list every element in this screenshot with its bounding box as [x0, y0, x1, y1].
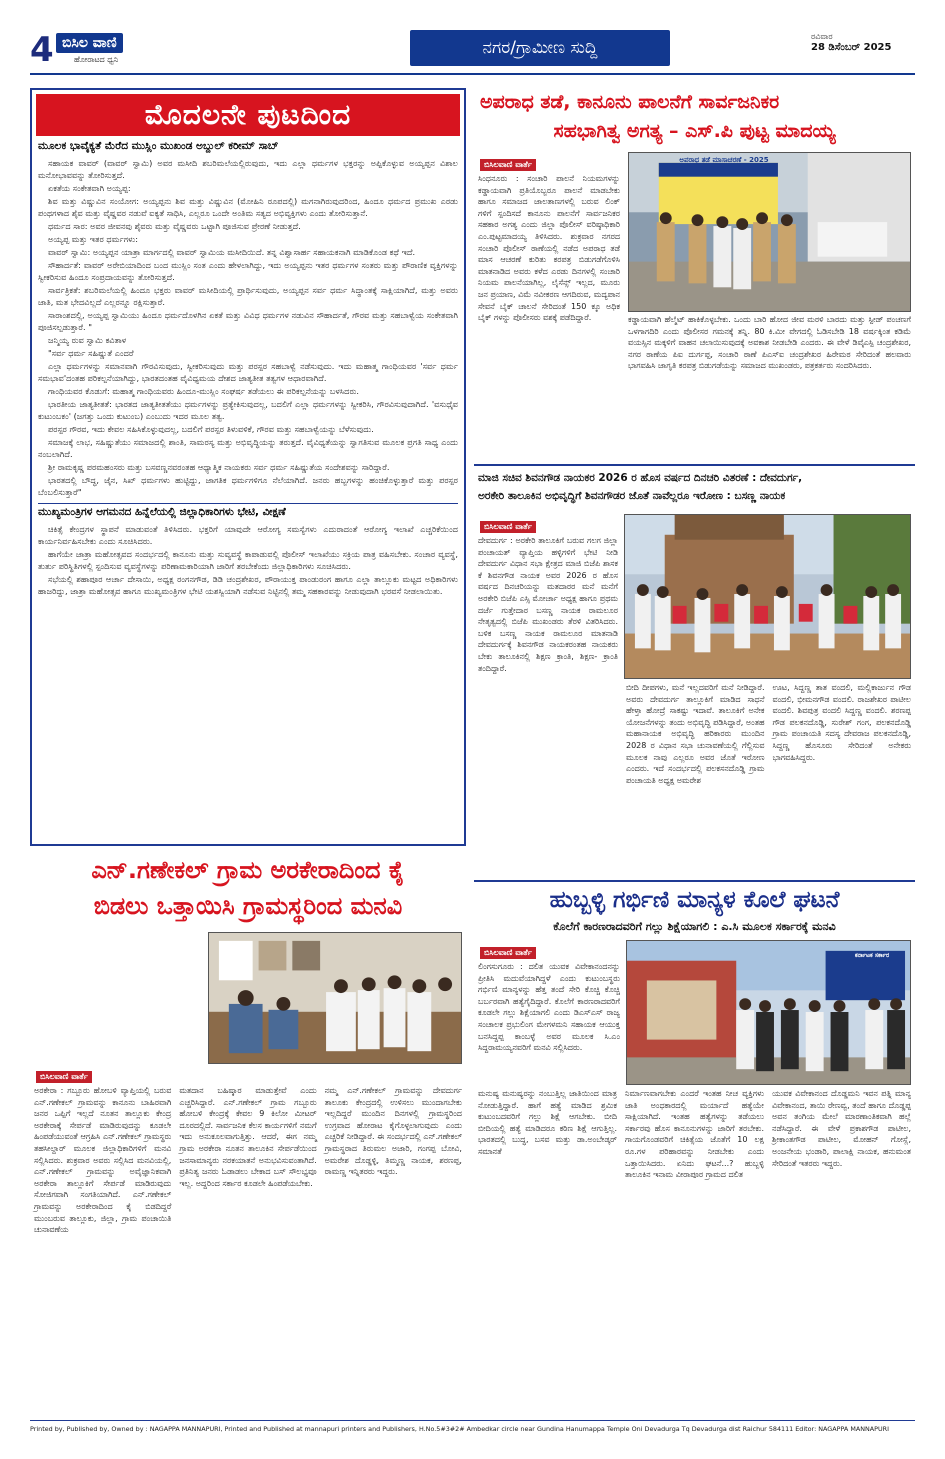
story-c-headline-1: ಎನ್.ಗಣೇಕಲ್ ಗ್ರಾಮ ಅರಕೇರಾದಿಂದ ಕೈ — [91, 856, 405, 884]
masthead-rule — [30, 73, 915, 75]
story-a-byline: ಬಿಸಿಲವಾಣಿ ವಾರ್ತೆ — [480, 159, 536, 171]
story1-body — [32, 155, 464, 501]
story-d-col-2: ನಿರ್ಮಾಣವಾಗಬೇಕು ಎಂದರೆ ಇಂತಹ ನೀಚ ವ್ಯಕ್ತಿಗಳು ಜಾತಿ ಅಂಧಕಾರದಲ್ಲಿ ಮರ್ಯಾದೆ ಹತ್ಯೆಯೇ ಸಾಕ್ಷಿಯಾಗಿದೆ. ಇಂತಹ ಹತ್ಯೆಗಳನ್ನು ತಡೆಯಲು ಸರ್ಕಾರವು ಹೊಸ ಕಾನೂನುಗಳನ್ನು ಜಾರಿಗೆ ತರಬೇಕು. ಗಾಯಗೊಂಡವರಿಗೆ ಚಿಕಿತ್ಸೆಯ ಜೊತೆಗೆ 10 ಲಕ್ಷ ರೂ.ಗಳ ಪರಿಹಾರವನ್ನು ನೀಡಬೇಕು ಎಂದು ಒತ್ತಾಯಿಸಿದರು. ಏನಿದು ಘಟನೆ...? ಹುಬ್ಬಳ್ಳಿ ತಾಲೂಕಿನ ಇನಾಮ ವೀರಾಪೂರ ಗ್ರಾಮದ ದಲಿತ — [625, 1089, 764, 1180]
story-d-col-1: ಮನುಷ್ಯ ಮನುಷ್ಯರನ್ನು ನಂಬುತ್ತಿಲ್ಲ ಜಾತಿಯಿಂದ ಮಾತ್ರ ನೋಡುತ್ತಿದ್ದಾರೆ. ಹಾಗೆ ಹತ್ಯೆ ಮಾಡಿದ ಶ್ರಮಿಕ ಕುಟುಂಬದವರಿಗೆ ಗಲ್ಲು ಶಿಕ್ಷೆ ಆಗಬೇಕು. ಬೀದಿ ಬೀದಿಯಲ್ಲಿ ಹತ್ಯೆ ಮಾಡಿದರೂ ಕಠಿಣ ಶಿಕ್ಷೆ ಆಗುತ್ತಿಲ್ಲ. ಭಾರತದಲ್ಲಿ ಬುದ್ಧ, ಬಸವ ಮತ್ತು ಡಾ.ಅಂಬೇಡ್ಕರ್ ಸಮಾನತೆ — [478, 1089, 617, 1156]
story-c-box — [30, 852, 466, 1416]
story1-paragraph: ಗಾಂಧಿಯವರ ಕೊಡುಗೆ: ಮಹಾತ್ಮ ಗಾಂಧಿಯವರು ಹಿಂದೂ-ಮುಸ್ಲಿಂ ಸಂಘರ್ಷ ತಡೆಯಲು ಈ ಪರಿಕಲ್ಪನೆಯನ್ನು ಬಳಸಿದರು. — [48, 386, 359, 396]
story-a-col-1: ಸಿಂಧನೂರು : ಸಂಚಾರಿ ಪಾಲನೆ ನಿಯಮಗಳನ್ನು ಕಡ್ಡಾಯವಾಗಿ ಪ್ರತಿಯೊಬ್ಬರೂ ಪಾಲನೆ ಮಾಡಬೇಕು ಹಾಗೂ ಸಮಾಜದ ಜಾಲತಾಣಗಳಲ್ಲಿ ಬರುವ ಲಿಂಕ್ ಗಳಿಗೆ ಸ್ಪಂದಿಸದೆ ಕಾನೂನು ಪಾಲನೆಗೆ ಸಾರ್ವಜನಿಕರ ಸಹಕಾರ ಅಗತ್ಯ ಎಂದು ಜಿಲ್ಲಾ ಪೊಲೀಸ್ ವರಿಷ್ಠಾಧಿಕಾರಿ ಎಂ.ಪುಟ್ಟಮಾದಯ್ಯ ತಿಳಿಸಿದರು. ಶುಕ್ರವಾರ ನಗರದ ಸಂಚಾರಿ ಪೊಲೀಸ್ ಠಾಣೆಯಲ್ಲಿ ನಡೆದ ಅಪರಾಧ ತಡೆ ಮಾಸ ಆಚರಣೆ ಕುರಿತು ಕರಪತ್ರ ಬಿಡುಗಡೆಗೊಳಿಸಿ ಮಾತನಾಡಿದ ಅವರು ಕಳೆದ ಎರಡು ದಿನಗಳಲ್ಲಿ ಸಂಚಾರಿ ನಿಯಮ ಪಾಲನೆಯಾಗಿಲ್ಲ, ಲೈಸೆನ್ಸ್ ಇಲ್ಲದ, ಮೂರು ಜನ ಪ್ರಯಾಣ, ವಿಮೆ ನವೀಕರಣ ಆಗದಿರುವ, ಮದ್ಯಪಾನ ಸೇವನೆ ಬೈಕ್ ಚಾಲನೆ ಸೇರಿದಂತೆ 150 ಕ್ಕೂ ಅಧಿಕ ಬೈಕ್ ಗಳನ್ನು ಪೊಲೀಸರು ವಶಕ್ಕೆ ಪಡೆದಿದ್ದಾರೆ. — [478, 174, 620, 323]
story-c-byline: ಬಿಸಿಲವಾಣಿ ವಾರ್ತೆ — [36, 1071, 92, 1083]
featured-box — [30, 88, 466, 846]
story1-paragraph: ಭಾರತೀಯ ಜಾತ್ಯತೀತತೆ: ಭಾರತದ ಜಾತ್ಯತೀತತೆಯು ಧರ್ಮಗಳನ್ನು ಪ್ರತ್ಯೇಕಿಸುವುದಲ್ಲ, ಬದಲಿಗೆ ಎಲ್ಲಾ ಧರ್ಮಗಳನ್ನು ಸ್ವೀಕರಿಸಿ, ಗೌರವಿಸುವುದಾಗಿದೆ. 'ವಸುಧೈವ ಕುಟುಂಬಕಂ' (ಜಗತ್ತು ಒಂದು ಕುಟುಂಬ) ಎಂಬುದು ಇದರ ಮೂಲ ತತ್ವ. — [38, 399, 458, 421]
issue-date — [811, 32, 911, 53]
story-c-col-2: ಮತದಾನ ಬಹಿಷ್ಕಾರ ಮಾಡುತ್ತೇವೆ ಎಂದು ಎಚ್ಚರಿಸಿದ್ದಾರೆ. ಎನ್.ಗಣೇಕಲ್ ಗ್ರಾಮ ಗಬ್ಬೂರು ಹೋಬಳಿ ಕೇಂದ್ರಕ್ಕೆ ಕೇವಲ 9 ಕಿಲೋ ಮೀಟರ್ ದೂರದಲ್ಲಿದೆ. ಸಾರ್ವಜನಿಕ ಕೆಲಸ ಕಾರ್ಯಗಳಿಗೆ ನಮಗೆ ಇದು ಅನುಕೂಲವಾಗುತ್ತಿತ್ತು. ಆದರೆ, ಈಗ ನಮ್ಮ ಗ್ರಾಮ ಅರಕೇರಾ ನೂತನ ತಾಲೂಕಿನ ಸೇರ್ಪಡೆಯಿಂದ ಜನಸಾಮಾನ್ಯರು ನರಕಯಾತನೆ ಅನುಭವಿಸುವಂತಾಗಿದೆ. ಪ್ರತಿನಿತ್ಯ ಜನರು ಓಡಾಡಲು ಬೇಕಾದ ಬಸ್ ಸೌಲಭ್ಯವೂ ಇಲ್ಲ. ಅದ್ದರಿಂದ ಸರ್ಕಾರ ಕೂಡಲೇ ಹಿಂಪಡೆಯಬೇಕು. — [179, 1086, 317, 1188]
story1-paragraph: ಅಯ್ಯಪ್ಪ ಮತ್ತು ಇತರ ಧರ್ಮಗಳು: — [48, 234, 138, 244]
story1-paragraph: ಜನ್ಮಿಯ್ಯ ರುವ ಸ್ವಾಮಿ ಕವಿತಾಳ — [48, 335, 127, 345]
story2-paragraph: ಸಭೆಯಲ್ಲಿ ಶಹಾಪೂರ ಆರ್ಚಾ ದೇಸಾಯಿ, ಅಧ್ಯಕ್ಷ ರಂಗನಗೌಡ, ಡಿಡಿ ಚಂದ್ರಶೇಖರ, ಪೌರಾಯುಕ್ತ ಪಾಂಡುರಂಗ ಹಾಗೂ ಎಲ್ಲಾ ತಾಲ್ಲೂಕು ಮಟ್ಟದ ಅಧಿಕಾರಿಗಳು ಹಾಜರಿದ್ದು, ಜಾತ್ರಾ ಮಹೋತ್ಸವ ಹಾಗೂ ಮುಖ್ಯಮಂತ್ರಿಗಳ ಭೇಟಿ ಯಶಸ್ವಿಯಾಗಿ ನಡೆಸುವ ನಿಟ್ಟಿನಲ್ಲಿ ತಮ್ಮ ಸಹಕಾರವನ್ನು ನೀಡುವುದಾಗಿ ಭರವಸೆ ನೀಡಲಾಯಿತು. — [38, 574, 458, 596]
story-b-col-3: ಊಟ, ಸಿದ್ದಣ್ಣ ತಾತ ವಂದಲಿ, ಮಲ್ಲಿಕಾರ್ಜುನ ಗೌಡ ವಂದಲಿ, ಭೀಮನಗೌಡ ವಂದಲಿ. ರಾಜಶೇಖರ ಪಾಟೀಲ ವಂದಲಿ. ಶಿವಪುತ್ರ ವಂದಲಿ ಸಿದ್ದಣ್ಣ ವಂದಲಿ. ಶರಣಪ್ಪ ಗೌಡ ಪಲಕನದೊಡ್ಡಿ, ಸುರೇಶ್ ಗಂಗ, ಪಲಕನದೊಡ್ಡಿ ಗ್ರಾಮ ಪಂಚಾಯತಿ ಸದಸ್ಯ ದೇವರಾಜ ಪಲಕನದೊಡ್ಡಿ, ಸಿದ್ದಣ್ಣ ಹೊಸೂರು ಸೇರಿದಂತೆ ಅನೇಕರು ಭಾಗವಹಿಸಿದ್ದರು. — [772, 683, 911, 762]
story-b-headline-2: ಅರಕೇರಿ ತಾಲೂಕಿನ ಅಭಿವೃದ್ಧಿಗೆ ಶಿವನಗೌಡರ ಜೊತೆ ನಾವೆಲ್ಲರೂ ಇರೋಣ : ಬಸಣ್ಣ ನಾಯಕ — [478, 490, 786, 502]
story2-body — [32, 521, 464, 600]
section-title: ನಗರ/ಗ್ರಾಮೀಣ ಸುದ್ದಿ — [482, 38, 598, 58]
section-label — [410, 30, 670, 66]
story-b-box — [474, 464, 915, 874]
story1-paragraph: ಸೌಹಾರ್ದತೆ: ವಾವರ್ ಅರೇಬಿಯಾದಿಂದ ಬಂದ ಮುಸ್ಲಿಂ ಸಂತ ಎಂದು ಹೇಳಲಾಗಿದ್ದು, ಇದು ಅಯ್ಯಪ್ಪನು ಇತರ ಧರ್ಮಗಳ ಸಂತರು ಮತ್ತು ಪೌರಾಣಿಕ ವ್ಯಕ್ತಿಗಳನ್ನು ಸ್ವೀಕರಿಸುವ ಹಿಂದೂ ಸಂಪ್ರದಾಯವನ್ನು ತೋರಿಸುತ್ತದೆ. — [38, 260, 458, 282]
masthead — [30, 30, 915, 72]
story-b-col-2: ಬೀದಿ ದೀಪಗಳು, ಮನೆ ಇಲ್ಲದವರಿಗೆ ಮನೆ ನೀಡಿದ್ದಾರೆ. ಅವರು ದೇವದುರ್ಗ ತಾಲ್ಲೂಕಿಗೆ ಮಾಡಿದ ಸಾಧನೆ ಹೇಳ್ತಾ ಹೋದ್ರೆ ಸಾಕಷ್ಟು ಇದಾವೆ. ತಾಲೂಕಿಗೆ ಅನೇಕ ಯೋಜನೆಗಳನ್ನು ತಂದು ಅಭಿವೃದ್ಧಿ ಪಡಿಸಿದ್ದಾರೆ, ಅಂತಹ ಮಹಾನಾಯಕ ಅಭಿವೃದ್ಧಿ ಹರಿಕಾರರು ಮುಂದಿನ 2028 ರ ವಿಧಾನ ಸಭಾ ಚುನಾವಣೆಯಲ್ಲಿ ಗೆಲ್ಲಿಸುವ ಮೂಲಕ ನಾವು ಎಲ್ಲರೂ ಅವರ ಜೊತೆ ಇರೋಣ ಎಂದರು. ಇದೆ ಸಂದರ್ಭದಲ್ಲಿ ಪಲಕಸನದೊಡ್ಡಿ ಗ್ರಾಮ ಪಂಚಾಯತಿ ಅಧ್ಯಕ್ಷ ಅಮರೇಶ — [626, 683, 765, 785]
page-number: 4 — [30, 30, 54, 70]
story1-paragraph: ಎಲ್ಲಾ ಧರ್ಮಗಳನ್ನು ಸಮಾನವಾಗಿ ಗೌರವಿಸುವುದು, ಸ್ವೀಕರಿಸುವುದು ಮತ್ತು ಪರಸ್ಪರ ಸಹಬಾಳ್ವೆ ನಡೆಸುವುದು. ಇದು ಮಹಾತ್ಮ ಗಾಂಧಿಯವರ 'ಸರ್ವ ಧರ್ಮ ಸಮಭಾವ'ದಂತಹ ಪರಿಕಲ್ಪನೆಯಾಗಿದ್ದು, ಭಾರತದಂತಹ ವೈವಿಧ್ಯಮಯ ದೇಶದ ಜಾತ್ಯತೀತ ತತ್ವಗಳ ಆಧಾರವಾಗಿದೆ. — [38, 361, 458, 383]
story1-paragraph: ಸಹಾಯಕ ವಾವರ್ (ವಾವರ್ ಸ್ವಾಮಿ) ಅವರ ಮಸೀದಿ ಶಬರಿಮಲೆಯಲ್ಲಿರುವುದು, ಇದು ಎಲ್ಲಾ ಧರ್ಮಗಳ ಭಕ್ತರನ್ನು ಅಪ್ಪಿಕೊಳ್ಳುವ ಅಯ್ಯಪ್ಪನ ವಿಶಾಲ ಮನೋಭಾವವನ್ನು ತೋರಿಸುತ್ತದೆ. — [38, 158, 458, 180]
issue-date-text: 28 ಡಿಸೆಂಬರ್ 2025 — [811, 42, 892, 53]
story-b-col-1: ದೇವದುರ್ಗ : ಅರಕೇರಿ ತಾಲೂಕಿಗೆ ಬರುವ ಗಲಗ ಜಿಲ್ಲಾ ಪಂಚಾಯತ್ ವ್ಯಾಪ್ತಿಯ ಹಳ್ಳಿಗಳಿಗೆ ಭೇಟಿ ನೀಡಿ ದೇವದುರ್ಗ ವಿಧಾನ ಸಭಾ ಕ್ಷೇತ್ರದ ಮಾಜಿ ಬಿಜೆಪಿ ಶಾಸಕ ಕೆ ಶಿವನಗೌಡ ನಾಯಕ ಅವರ 2026 ರ ಹೊಸ ವರ್ಷದ ದಿನಚರಿಯನ್ನು ಮತದಾರರ ಮನೆ ಮನೆಗೆ ಅರಕೇರಿ ಬಿಜೆಪಿ ಎಸ್ಸಿ ಮೋರ್ಚಾ ಅಧ್ಯಕ್ಷ ಹಾಗೂ ಪ್ರಥಮ ದರ್ಜೆ ಗುತ್ತೇದಾರ ಬಸಣ್ಣ ನಾಯಕ ರಾಮಲೂರ ನೇತೃತ್ವದಲ್ಲಿ ಬಿಜೆಪಿ ಮುಖಂಡರು ತೆರಳಿ ವಿತರಿಸಿದರು. ಬಳಿಕ ಬಸಣ್ಣ ನಾಯಕ ರಾಮಲೂರ ಮಾತನಾಡಿ ದೇವದುರ್ಗಕ್ಕೆ ಶಿವನಗೌಡ ನಾಯಕರಂತಹ ನಾಯಕರು ಬೇಕು ತಾಲೂಕಿನಲ್ಲಿ ಶಿಕ್ಷಣ ಕ್ರಾಂತಿ, ಶಿಕ್ಷಣ- ಕ್ರಾಂತಿ ತಂದಿದ್ದಾರೆ. — [478, 536, 618, 673]
story1-paragraph: ಪರಸ್ಪರ ಗೌರವ, ಇದು ಕೇವಲ ಸಹಿಸಿಕೊಳ್ಳುವುದಲ್ಲ, ಬದಲಿಗೆ ಪರಸ್ಪರ ತಿಳುವಳಿಕೆ, ಗೌರವ ಮತ್ತು ಸಹಬಾಳ್ವೆಯನ್ನು ಬೆಳೆಸುವುದು. — [48, 424, 374, 434]
story-c-col-3: ನಮ್ಮ ಎನ್.ಗಣೇಕಲ್ ಗ್ರಾಮವನ್ನು ದೇವದುರ್ಗ ತಾಲೂಕು ಕೇಂದ್ರದಲ್ಲಿ ಉಳಿಸಲು ಮುಂದಾಗಬೇಕು ಇಲ್ಲದಿದ್ದರೆ ಮುಂದಿನ ದಿನಗಳಲ್ಲಿ ಗ್ರಾಮಸ್ಥರಿಂದ ಉಗ್ರವಾದ ಹೋರಾಟ ಕೈಗೊಳ್ಳಲಾಗುವುದು ಎಂದು ಎಚ್ಚರಿಕೆ ನೀಡಿದ್ದಾರೆ. ಈ ಸಂದರ್ಭದಲ್ಲಿ ಎನ್.ಗಣೇಕಲ್ ಗ್ರಾಮಸ್ಥರಾದ ತಿರುಮಲ ಅಜಾರಿ, ಗಂಗಪ್ಪ ಬೋವಿ, ಅಮರೇಶ ದೊಡ್ಡಳ್ಳಿ, ತಿಮ್ಮಣ್ಣ ನಾಯಕ, ಶರಣಪ್ಪ, ರಾಮಣ್ಣ ಇನ್ನಿತರರು ಇದ್ದರು. — [324, 1086, 462, 1177]
story-d-col-intro: ಲಿಂಗಸುಗೂರು : ದಲಿತ ಯುವಕ ವಿವೇಕಾನಂದನನ್ನು ಪ್ರೀತಿಸಿ ಮದುವೆಯಾಗಿದ್ದಳೆ ಎಂದು ಕುಟುಂಬಸ್ಥರು ಗರ್ಭಿಣಿ ಮಾನ್ಯಳನ್ನು ಹೆತ್ತ ತಂದೆ ಸೇರಿ ಕೊಚ್ಚಿ ಕೊಚ್ಚಿ ಬರ್ಬರವಾಗಿ ಹತ್ಯೆಗೈದಿದ್ದಾರೆ. ಕೊಲೆಗೆ ಕಾರಣರಾದವರಿಗೆ ಕೂಡಲೇ ಗಲ್ಲು ಶಿಕ್ಷೆಯಾಗಲಿ ಎಂದು ಡಿಎಸ್‌ಎಸ್ ರಾಜ್ಯ ಸಂಚಾಲಕ ಪ್ರಭುಲಿಂಗ ಮೇಗಳಮನಿ ಸಹಾಯಕ ಆಯುಕ್ತ ಬನಸಿದ್ದಪ್ಪ ಕಾಂಬಳ್ಳೆ ಅವರ ಮೂಲಕ ಸಿ.ಎಂ ಸಿದ್ದರಾಮಯ್ಯನವರಿಗೆ ಮನವಿ ಸಲ್ಲಿಸಿದರು. — [478, 962, 620, 1053]
paper-name: ಬಿಸಿಲ ವಾಣಿ — [56, 33, 123, 53]
story-c-headline-2: ಬಿಡಲು ಒತ್ತಾಯಿಸಿ ಗ್ರಾಮಸ್ಥರಿಂದ ಮನವಿ — [93, 892, 403, 920]
story-d-headline-2: ಕೊಲೆಗೆ ಕಾರಣರಾದವರಿಗೆ ಗಲ್ಲು ಶಿಕ್ಷೆಯಾಗಲಿ : ಎ.ಸಿ ಮೂಲಕ ಸರ್ಕಾರಕ್ಕೆ ಮನವಿ — [553, 920, 836, 933]
story1-paragraph: ಶ್ರೀ ರಾಮಕೃಷ್ಣ ಪರಮಹಂಸರು ಮತ್ತು ಬಸವಣ್ಣನವರಂತಹ ಆಧ್ಯಾತ್ಮಿಕ ನಾಯಕರು ಸರ್ವ ಧರ್ಮ ಸಹಿಷ್ಣುತೆಯ ಸಂದೇಶವನ್ನು ಸಾರಿದ್ದಾರೆ. — [48, 462, 390, 472]
story1-paragraph: ಶಿವ ಮತ್ತು ವಿಷ್ಣುವಿನ ಸಂಯೋಗ: ಅಯ್ಯಪ್ಪನು ಶಿವ ಮತ್ತು ವಿಷ್ಣುವಿನ (ಮೋಹಿನಿ ರೂಪದಲ್ಲಿ) ಮಗನಾಗಿರುವುದರಿಂದ, ಹಿಂದೂ ಧರ್ಮದ ಪ್ರಮುಖ ಎರಡು ಪಂಥಗಳಾದ ಶೈವ ಮತ್ತು ವೈಷ್ಣವರ ನಡುವೆ ಐಕ್ಯತೆ ಸಾಧಿಸಿ, ಎಲ್ಲರೂ ಒಂದೇ ಅಂತಿಮ ಸತ್ಯದ ಅಭಿವ್ಯಕ್ತಿಗಳು ಎಂದು ತೋರಿಸುತ್ತಾನೆ. — [38, 196, 458, 218]
story-a-photo-banner: ಅಪರಾಧ ತಡೆ ಮಾಸಾಚರಣೆ - 2025 — [679, 156, 769, 164]
story-a-box — [474, 88, 915, 460]
story1-paragraph: ವಾವರ್ ಸ್ವಾಮಿ: ಅಯ್ಯಪ್ಪನ ಯಾತ್ರಾ ಮಾರ್ಗದಲ್ಲಿ ವಾವರ್ ಸ್ವಾಮಿಯ ಮಸೀದಿಯಿದೆ. ತನ್ನ ವಿಶ್ವಾಸಾರ್ಹ ಸಹಾಯಕನಾಗಿ ಮಾಡಿಕೊಂಡ ಕಥೆ ಇದೆ. — [48, 247, 416, 257]
story1-headline: ಮೂಲಕ ಭಾವೈಕ್ಯತೆ ಮೆರೆದ ಮುಸ್ಲಿಂ ಮುಖಂಡ ಅಬ್ದುಲ್ ಕರೀಮ್ ಸಾಬ್ — [38, 140, 279, 152]
story1-paragraph: ಸಮಾಜಕ್ಕೆ ಲಾಭ, ಸಹಿಷ್ಣುತೆಯು ಸಮಾಜದಲ್ಲಿ ಶಾಂತಿ, ಸಾಮರಸ್ಯ ಮತ್ತು ಅಭಿವೃದ್ಧಿಯನ್ನು ತರುತ್ತದೆ. ವೈವಿಧ್ಯತೆಯನ್ನು ಸ್ವಾಗತಿಸುವ ಮೂಲಕ ಪ್ರಗತಿ ಸಾಧ್ಯ ಎಂದು ನಂಬಲಾಗಿದೆ. — [38, 437, 458, 459]
story1-paragraph: ಧರ್ಮದ ಸಾರ: ಅವರ ಜೀವನವು ಶೈವರು ಮತ್ತು ವೈಷ್ಣವರು ಒಟ್ಟಾಗಿ ಪೂಜಿಸುವ ಪ್ರೇರಣೆ ನೀಡುತ್ತದೆ. — [48, 221, 301, 231]
story-d-byline: ಬಿಸಿಲವಾಣಿ ವಾರ್ತೆ — [480, 947, 536, 959]
story1-paragraph: ಸಾರ್ವತ್ರಿಕತೆ: ಶಬರಿಮಲೆಯಲ್ಲಿ ಹಿಂದೂ ಭಕ್ತರು ವಾವರ್ ಮಸೀದಿಯಲ್ಲಿ ಪ್ರಾರ್ಥಿಸುವುದು, ಅಯ್ಯಪ್ಪನ ಸರ್ವ ಧರ್ಮ ಸಿದ್ಧಾಂತಕ್ಕೆ ಸಾಕ್ಷಿಯಾಗಿದೆ, ಮತ್ತು ಅವರು ಜಾತಿ, ಮತ ಭೇದವಿಲ್ಲದೆ ಎಲ್ಲರನ್ನೂ ರಕ್ಷಿಸುತ್ತಾರೆ. — [38, 285, 458, 307]
story-d-box — [474, 880, 915, 1416]
story-d-col-3: ಯುವಕ ವಿವೇಕಾನಂದ ದೊಡ್ಡಮನಿ ಇವನ ಪತ್ನಿ ಮಾನ್ಯ ವಿವೇಕಾನಂದ, ತಾಯಿ ರೇಣವ್ವ, ತಂದೆ ಹಾಗೂ ದೊಡ್ಡಪ್ಪ ಅವನ ತಂಗಿಯ ಮೇಲೆ ಮಾರಣಾಂತಿಕವಾಗಿ ಹಲ್ಲೆ ನಡೆಸಿದ್ದಾರೆ. ಈ ವೇಳೆ ಪ್ರಕಾಶಗೌಡ ಪಾಟೀಲ, ಶ್ರೀಕಾಂತಗೌಡ ಪಾಟೀಲ, ಮೋಹನ್ ಗೋಸ್ಲೆ, ಅಂಜನೇಯ ಭಂಡಾರಿ, ಪಾಲಾಕ್ಷಿ ನಾಯಕ, ಹನುಮಂತ ಸೇರಿದಂತೆ ಇತರರು ಇದ್ದರು. — [772, 1089, 911, 1168]
story-a-photo — [628, 152, 911, 312]
story-b-photo — [624, 514, 911, 679]
story-b-byline: ಬಿಸಿಲವಾಣಿ ವಾರ್ತೆ — [480, 521, 536, 533]
featured-banner: ಮೊದಲನೇ ಪುಟದಿಂದ — [36, 94, 460, 136]
story2-paragraph: ಚಿಕಿತ್ಸೆ ಕೇಂದ್ರಗಳ ಸ್ಥಾಪನೆ ಮಾಡುವಂತೆ ತಿಳಿಸಿದರು. ಭಕ್ತರಿಗೆ ಯಾವುದೇ ಆರೋಗ್ಯ ಸಮಸ್ಯೆಗಳು ಎದುರಾದಂತೆ ಆರೋಗ್ಯ ಇಲಾಖೆ ಎಚ್ಚರಿಕೆಯಿಂದ ಕಾರ್ಯನಿರ್ವಹಿಸಬೇಕು ಎಂದು ಸೂಚಿಸಿದರು. — [38, 524, 458, 546]
story2-paragraph: ಹಾಗೆಯೇ ಜಾತ್ರಾ ಮಹೋತ್ಸವದ ಸಂದರ್ಭದಲ್ಲಿ ಕಾನೂನು ಮತ್ತು ಸುವ್ಯವಸ್ಥೆ ಕಾಪಾಡುವಲ್ಲಿ ಪೊಲೀಸ್ ಇಲಾಖೆಯು ಸಕ್ರಿಯ ಪಾತ್ರ ವಹಿಸಬೇಕು. ಸಂಚಾರ ವ್ಯವಸ್ಥೆ, ತುರ್ತು ಪರಿಸ್ಥಿತಿಗಳಲ್ಲಿ ಸ್ಪಂದಿಸುವ ವ್ಯವಸ್ಥೆಗಳನ್ನು ಪರಿಣಾಮಕಾರಿಯಾಗಿ ಜಾರಿಗೆ ತರಬೇಕೆಂದು ಜಿಲ್ಲಾಧಿಕಾರಿಗಳು ಸೂಚಿಸಿದರು. — [38, 549, 458, 571]
story-b-headline-1: ಮಾಜಿ ಸಚಿವ ಶಿವನಗೌಡ ನಾಯಕರ 2026 ರ ಹೊಸ ವರ್ಷದ ದಿನಚರಿ ವಿತರಣೆ : ದೇವದುರ್ಗ, — [478, 472, 803, 484]
story-d-photo — [626, 940, 911, 1085]
imprint-footer: Printed by, Published by, Owned by : NAGAPPA MANNAPURI, Printed and Published at mannapuri printers and Publishers, H.No.5#3#2# Ambedkar circle near Gundina Hanumappa Temple Oni Devadurga Tq Devadurga dist Raichur 584111 Editor: NAGAPPA MANNAPURI — [30, 1420, 915, 1436]
story1-paragraph: ಸಾರಾಂಶದಲ್ಲಿ, ಅಯ್ಯಪ್ಪ ಸ್ವಾಮಿಯು ಹಿಂದೂ ಧರ್ಮದೊಳಗಿನ ಏಕತೆ ಮತ್ತು ವಿವಿಧ ಧರ್ಮಗಳ ನಡುವಿನ ಸೌಹಾರ್ದತೆ, ಗೌರವ ಮತ್ತು ಸಹಬಾಳ್ವೆಯ ಸಂಕೇತವಾಗಿ ಪೂಜಿಸಲ್ಪಡುತ್ತಾರೆ. " — [38, 310, 458, 332]
story1-paragraph: ಏಕತೆಯ ಸಂಕೇತವಾಗಿ ಅಯ್ಯಪ್ಪ: — [48, 183, 131, 193]
story2-headline: ಮುಖ್ಯಮಂತ್ರಿಗಳ ಆಗಮನದ ಹಿನ್ನೆಲೆಯಲ್ಲಿ ಜಿಲ್ಲಾಧಿಕಾರಿಗಳು ಭೇಟಿ, ವೀಕ್ಷಣೆ — [38, 503, 458, 519]
paper-logo — [56, 32, 216, 65]
issue-day: ರವಿವಾರ — [811, 32, 833, 41]
story1-paragraph: ಭಾರತದಲ್ಲಿ ಬೌದ್ಧ, ಜೈನ, ಸಿಖ್ ಧರ್ಮಗಳು ಹುಟ್ಟಿದ್ದು, ಜಾಗತಿಕ ಧರ್ಮಗಳಿಗೂ ನೆಲೆಯಾಗಿದೆ. ಜನರು ಹಬ್ಬಗಳನ್ನು ಹಂಚಿಕೊಳ್ಳುತ್ತಾರೆ ಮತ್ತು ಪರಸ್ಪರ ಬೆಂಬಲಿಸುತ್ತಾರೆ" — [38, 475, 458, 497]
story-a-col-2: ಕಡ್ಡಾಯವಾಗಿ ಹೆಲ್ಮೆಟ್ ಹಾಕಿಕೊಳ್ಳಬೇಕು. ಒಂದು ಬಾರಿ ಹೋದ ಜೀವ ಮರಳಿ ಬಾರದು ಮತ್ತು ಸ್ಪೀಡ್ ಪಂಚಣಗೆ ಒಳಗಾಗದಿರಿ ಎಂದು ಪೊಲೀಸರ ಗಮನಕ್ಕೆ ತನ್ನಿ. 80 ಕಿ.ಮೀ ವೇಗದಲ್ಲಿ ಓಡಿಸಬೇಡಿ 18 ವರ್ಷಕ್ಕಿಂತ ಕಡಿಮೆ ವಯಸ್ಸಿನ ಮಕ್ಕಳಿಗೆ ವಾಹನ ಚಲಾಯಿಸುವುದಕ್ಕೆ ಅವಕಾಶ ನೀಡಬೇಡಿ ಎಂದರು. ಈ ವೇಳೆ ಡಿವೈಎಸ್ಪಿ ಚಂದ್ರಶೇಖರ, ನಗರ ಠಾಣೆಯ ಪಿಐ ದುರ್ಗಪ್ಪ, ಸಂಚಾರಿ ಠಾಣೆ ಪಿಎಸ್ಐ ಚಂದ್ರಶೇಖರ ಹಿರೇಮಠ ಸೇರಿದಂತೆ ಹಲವಾರು ಭಾಗವಹಿಸಿ ಜಾಗೃತಿ ಕರಪತ್ರ ಬಿಡುಗಡೆಯನ್ನು ಸಮಾಜದ ಮುಖಂಡರು, ಪತ್ರಕರ್ತರು ಸಂದರಿಸಿದರು. — [628, 315, 911, 371]
story-a-headline-1: ಅಪರಾಧ ತಡೆ, ಕಾನೂನು ಪಾಲನೆಗೆ ಸಾರ್ವಜನಿಕರ — [480, 91, 780, 113]
story-c-col-1: ಅರಕೇರಾ : ಗಬ್ಬೂರು ಹೋಬಳಿ ವ್ಯಾಪ್ತಿಯಲ್ಲಿ ಬರುವ ಎನ್.ಗಣೇಕಲ್ ಗ್ರಾಮವನ್ನು ಕಾನೂನು ಬಾಹಿರವಾಗಿ ಜನರ ಒಪ್ಪಿಗೆ ಇಲ್ಲದೆ ನೂತನ ತಾಲ್ಲೂಕು ಕೇಂದ್ರ ಅರಕೇರಾಕ್ಕೆ ಸೇರ್ಪಡೆ ಮಾಡಿರುವುದನ್ನು ಕೂಡಲೇ ಹಿಂಪಡೆಯುವಂತೆ ಆಗ್ರಹಿಸಿ ಎನ್.ಗಣೇಕಲ್ ಗ್ರಾಮಸ್ಥರು ತಹಸೀಲ್ದಾರ್ ಮೂಲಕ ಜಿಲ್ಲಾಧಿಕಾರಿಗಳಿಗೆ ಮನವಿ ಸಲ್ಲಿಸಿದರು. ಶುಕ್ರವಾರ ಅವರು ಸಲ್ಲಿಸಿದ ಮನವಿಯಲ್ಲಿ, ಎನ್.ಗಣೇಕಲ್ ಗ್ರಾಮವನ್ನು ಅವೈಜ್ಞಾನಿಕವಾಗಿ ಅರಕೇರಾ ತಾಲ್ಲೂಕಿಗೆ ಸೇರ್ಪಡೆ ಮಾಡಿರುವುದು ಸೋಜಿಗವಾಗಿ ಸಂಗತಿಯಾಗಿದೆ. ಎನ್.ಗಣೇಕಲ್ ಗ್ರಾಮವನ್ನು ಅರಕೇರಾದಿಂದ ಕೈ ಬಿಡದಿದ್ದರೆ ಮುಂಬರುವ ತಾಲ್ಲೂಕು, ಜಿಲ್ಲಾ, ಗ್ರಾಮ ಪಂಚಾಯಿತಿ ಚುನಾವಣೆಯ — [34, 1086, 172, 1235]
story-c-photo — [208, 932, 462, 1064]
paper-tagline: ಹೋರಾಟದ ಧ್ವನಿ — [74, 55, 119, 64]
story-d-headline-1: ಹುಬ್ಬಳ್ಳಿ ಗರ್ಭಿಣಿ ಮಾನ್ಯಳ ಕೊಲೆ ಘಟನೆ — [549, 887, 840, 913]
story-d-photo-sign: ಕರ್ನಾಟಕ ಸರ್ಕಾರ — [854, 952, 890, 959]
story1-paragraph: "ಸರ್ವ ಧರ್ಮ ಸಹಿಷ್ಣುತೆ ಎಂದರೆ — [48, 348, 134, 358]
story-a-headline-2: ಸಹಭಾಗಿತ್ವ ಅಗತ್ಯ – ಎಸ್.ಪಿ ಪುಟ್ಟ ಮಾದಯ್ಯ — [553, 120, 836, 142]
